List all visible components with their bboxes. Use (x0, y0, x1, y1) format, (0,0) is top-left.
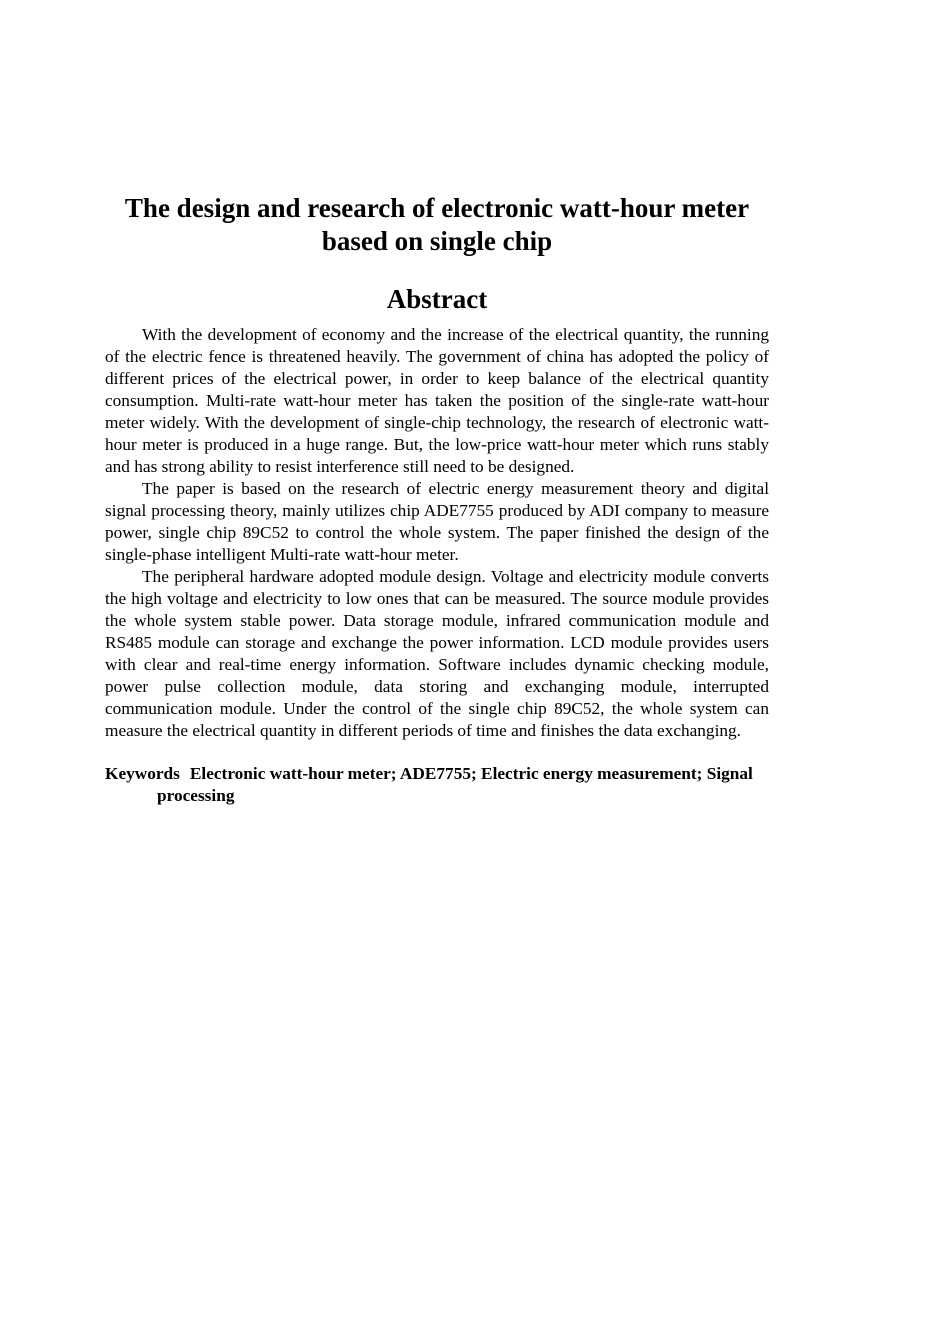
paper-title-line-1: The design and research of electronic watt-hour meter (124, 193, 750, 223)
abstract-paragraph-3: The peripheral hardware adopted module design. Voltage and electricity module converts the high voltage and electricity to low ones that can be measured. The source module provides the whole system stable power. Data storage module, infrared communication module and RS485 module can storage and exchange the power information. LCD module provides users with clear and real-time energy information. Software includes dynamic checking module, power pulse collection module, data storing and exchanging module, interrupted communication module. Under the control of the single chip 89C52, the whole system can measure the electrical quantity in different periods of time and finishes the data exchanging. (105, 567, 769, 740)
abstract-body (105, 324, 769, 742)
paper-page (105, 192, 769, 807)
abstract-paragraph-2: The paper is based on the research of electric energy measurement theory and digital signal processing theory, mainly utilizes chip ADE7755 produced by ADI company to measure power, single chip 89C52 to control the whole system. The paper finished the design of the single-phase intelligent Multi-rate watt-hour meter. (105, 479, 769, 564)
abstract-heading: Abstract (386, 284, 488, 314)
paper-title-line-2: based on single chip (321, 226, 553, 256)
keywords-label: Keywords (105, 764, 180, 783)
paper-title (105, 192, 769, 258)
keywords (105, 763, 769, 807)
abstract-paragraph-1: With the development of economy and the increase of the electrical quantity, the running of the electric fence is threatened heavily. The government of china has adopted the policy of different prices of the electrical power, in order to keep balance of the electrical quantity consumption. Multi-rate watt-hour meter has taken the position of the single-rate watt-hour meter widely. With the development of single-chip technology, the research of electronic watt-hour meter is produced in a huge range. But, the low-price watt-hour meter which runs stably and has strong ability to resist interference still need to be designed. (105, 325, 769, 476)
keywords-text: Electronic watt-hour meter; ADE7755; Electric energy measurement; Signal processing (157, 764, 753, 805)
